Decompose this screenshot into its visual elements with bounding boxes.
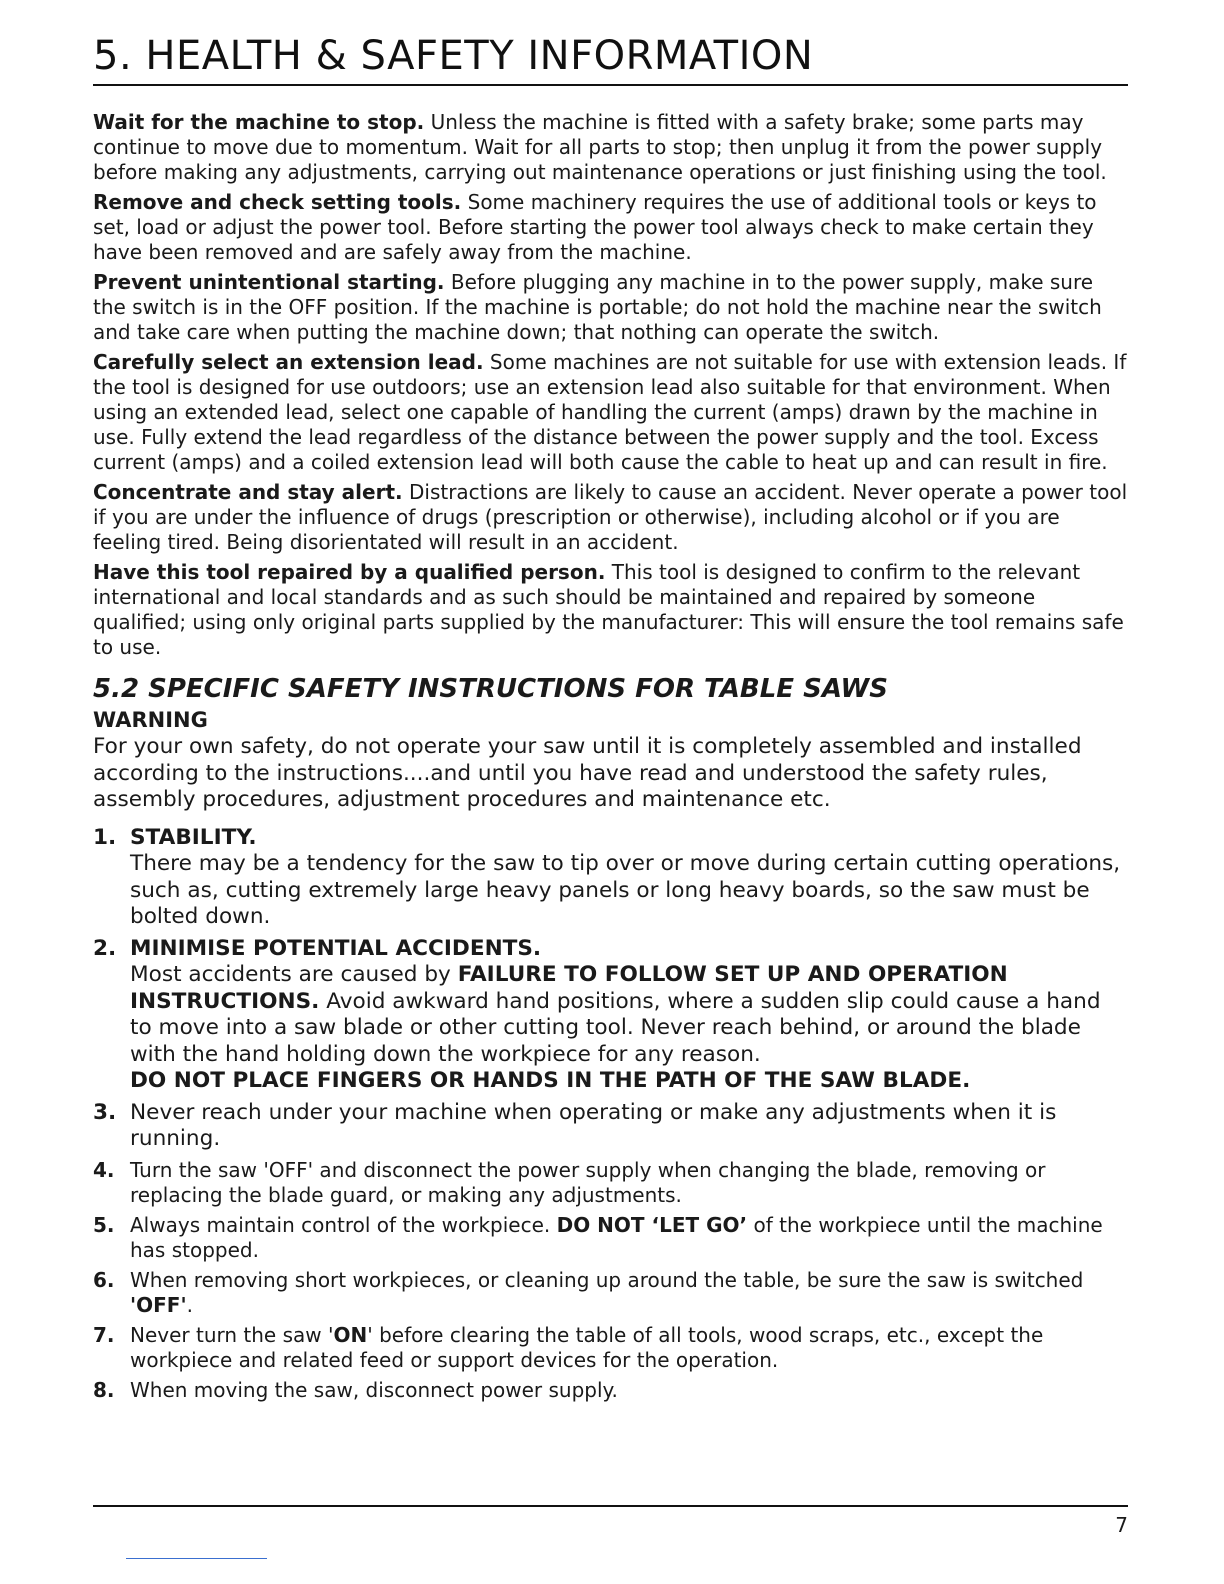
list-item-emphasis: 'OFF' <box>130 1292 187 1317</box>
section-title: 5.2 SPECIFIC SAFETY INSTRUCTIONS FOR TABLE SAWS <box>93 674 888 704</box>
list-number: 8. <box>93 1377 115 1402</box>
list-item <box>93 1213 1128 1263</box>
paragraph-text: Before plugging any machine in to the power supply, make sure the switch is in the OFF position. If the machine is portable; do not hold the machine near the switch and take care when putting the machine down; that nothing can operate the switch. <box>93 270 1102 344</box>
page-title: 5. HEALTH & SAFETY INFORMATION <box>93 33 814 79</box>
list-item-text: Always maintain control of the workpiece. <box>130 1212 557 1237</box>
list-item <box>93 1378 1128 1403</box>
list-item-text: Never reach under your machine when operating or make any adjustments when it is running. <box>130 1099 1057 1151</box>
list-item-body <box>130 1213 1128 1263</box>
list-item-text: There may be a tendency for the saw to tip over or move during certain cutting operations, such as, cutting extremely large heavy panels or long heavy boards, so the saw must be bolted down. <box>130 851 1121 929</box>
list-item <box>93 825 1128 931</box>
paragraph-concentrate <box>93 480 1128 555</box>
list-item-heading: STABILITY. <box>130 824 257 850</box>
list-item-text: Never turn the saw ' <box>130 1322 334 1347</box>
paragraph-lead: Concentrate and stay alert. <box>93 480 403 504</box>
paragraph-lead: Carefully select an extension lead. <box>93 350 484 374</box>
list-item-text: . <box>186 1292 193 1317</box>
list-number: 4. <box>93 1157 115 1182</box>
paragraph-remove-setting-tools <box>93 190 1128 265</box>
list-item-heading: MINIMISE POTENTIAL ACCIDENTS. <box>130 935 542 961</box>
list-item-text: When removing short workpieces, or cleaning up around the table, be sure the saw is switched <box>130 1267 1084 1292</box>
paragraph-text: Distractions are likely to cause an accident. Never operate a power tool if you are under the influence of drugs (prescription or otherwise), including alcohol or if you are feeling tired. Being disorientated will result in an accident. <box>93 480 1128 554</box>
paragraph-extension-lead <box>93 350 1128 475</box>
stray-blue-line <box>126 1558 267 1559</box>
page-number: 7 <box>1115 1513 1128 1537</box>
paragraph-lead: Remove and check setting tools. <box>93 190 462 214</box>
list-number: 7. <box>93 1322 115 1347</box>
list-number: 1. <box>93 824 117 850</box>
page-content <box>93 110 1128 1408</box>
list-item-body <box>130 1268 1128 1318</box>
paragraph-wait-for-stop <box>93 110 1128 185</box>
paragraph-lead: Have this tool repaired by a qualified person. <box>93 560 606 584</box>
list-number: 3. <box>93 1099 117 1125</box>
list-item-text: Turn the saw 'OFF' and disconnect the power supply when changing the blade, removing or replacing the blade guard, or making any adjustments. <box>130 1157 1046 1207</box>
paragraph-prevent-starting <box>93 270 1128 345</box>
paragraph-repairs <box>93 560 1128 660</box>
paragraph-lead: Prevent unintentional starting. <box>93 270 445 294</box>
safety-rules-list <box>93 825 1128 1403</box>
list-item-body <box>130 825 1128 931</box>
list-item-emphasis: ON <box>333 1322 368 1347</box>
list-item <box>93 1268 1128 1318</box>
paragraph-text: Unless the machine is fitted with a safety brake; some parts may continue to move due to momentum. Wait for all parts to stop; then unplug it from the power supply before making any adjustments, carrying out maintenance operations or just finishing using the tool. <box>93 110 1107 184</box>
list-number: 6. <box>93 1267 115 1292</box>
list-item <box>93 936 1128 1095</box>
list-item-emphasis: DO NOT ‘LET GO’ <box>556 1212 748 1237</box>
paragraph-text: Some machinery requires the use of additional tools or keys to set, load or adjust the power tool. Before starting the power tool always check to make certain they have been removed and are safely away from the machine. <box>93 190 1097 264</box>
list-item-text: When moving the saw, disconnect power supply. <box>130 1377 618 1402</box>
paragraph-text: This tool is designed to confirm to the relevant international and local standards and as such should be maintained and repaired by someone qualified; using only original parts supplied by the manufacturer: This will ensure the tool remains safe to use. <box>93 560 1124 659</box>
list-item-text: Most accidents are caused by <box>130 962 458 987</box>
paragraph-text: Some machines are not suitable for use with extension leads. If the tool is designed for use outdoors; use an extension lead also suitable for that environment. When using an extended lead, select one capable of handling the current (amps) drawn by the machine in use. Fully extend the lead regardless of the distance between the power supply and the tool. Excess current (amps) and a coiled extension lead will both cause the cable to heat up and can result in fire. <box>93 350 1127 474</box>
list-item-body <box>130 1323 1128 1373</box>
list-number: 5. <box>93 1212 115 1237</box>
list-item-text: ' before clearing the table of all tools, wood scraps, etc., except the workpiece and related feed or support devices for the operation. <box>130 1322 1044 1372</box>
title-divider <box>93 84 1128 86</box>
list-item-body <box>130 936 1128 1095</box>
warning-label: WARNING <box>93 708 208 732</box>
list-item-emphasis: FAILURE TO FOLLOW SET UP AND OPERATION INSTRUCTIONS. <box>130 962 1008 1014</box>
footer-divider <box>93 1505 1128 1507</box>
list-item-text: of the workpiece until the machine has stopped. <box>130 1212 1103 1262</box>
paragraph-lead: Wait for the machine to stop. <box>93 110 425 134</box>
list-item <box>93 1158 1128 1208</box>
list-item-text: Avoid awkward hand positions, where a sudden slip could cause a hand to move into a saw blade or other cutting tool. Never reach behind, or around the blade with the hand holding down the workpiece for any reason. <box>130 988 1101 1067</box>
list-item <box>93 1100 1128 1153</box>
list-item-warning: DO NOT PLACE FINGERS OR HANDS IN THE PATH OF THE SAW BLADE. <box>130 1068 971 1093</box>
warning-text: For your own safety, do not operate your saw until it is completely assembled and installed according to the instructions....and until you have read and understood the safety rules, assembly procedures, adjustment procedures and maintenance etc. <box>93 734 1082 812</box>
list-number: 2. <box>93 935 117 961</box>
list-item <box>93 1323 1128 1373</box>
